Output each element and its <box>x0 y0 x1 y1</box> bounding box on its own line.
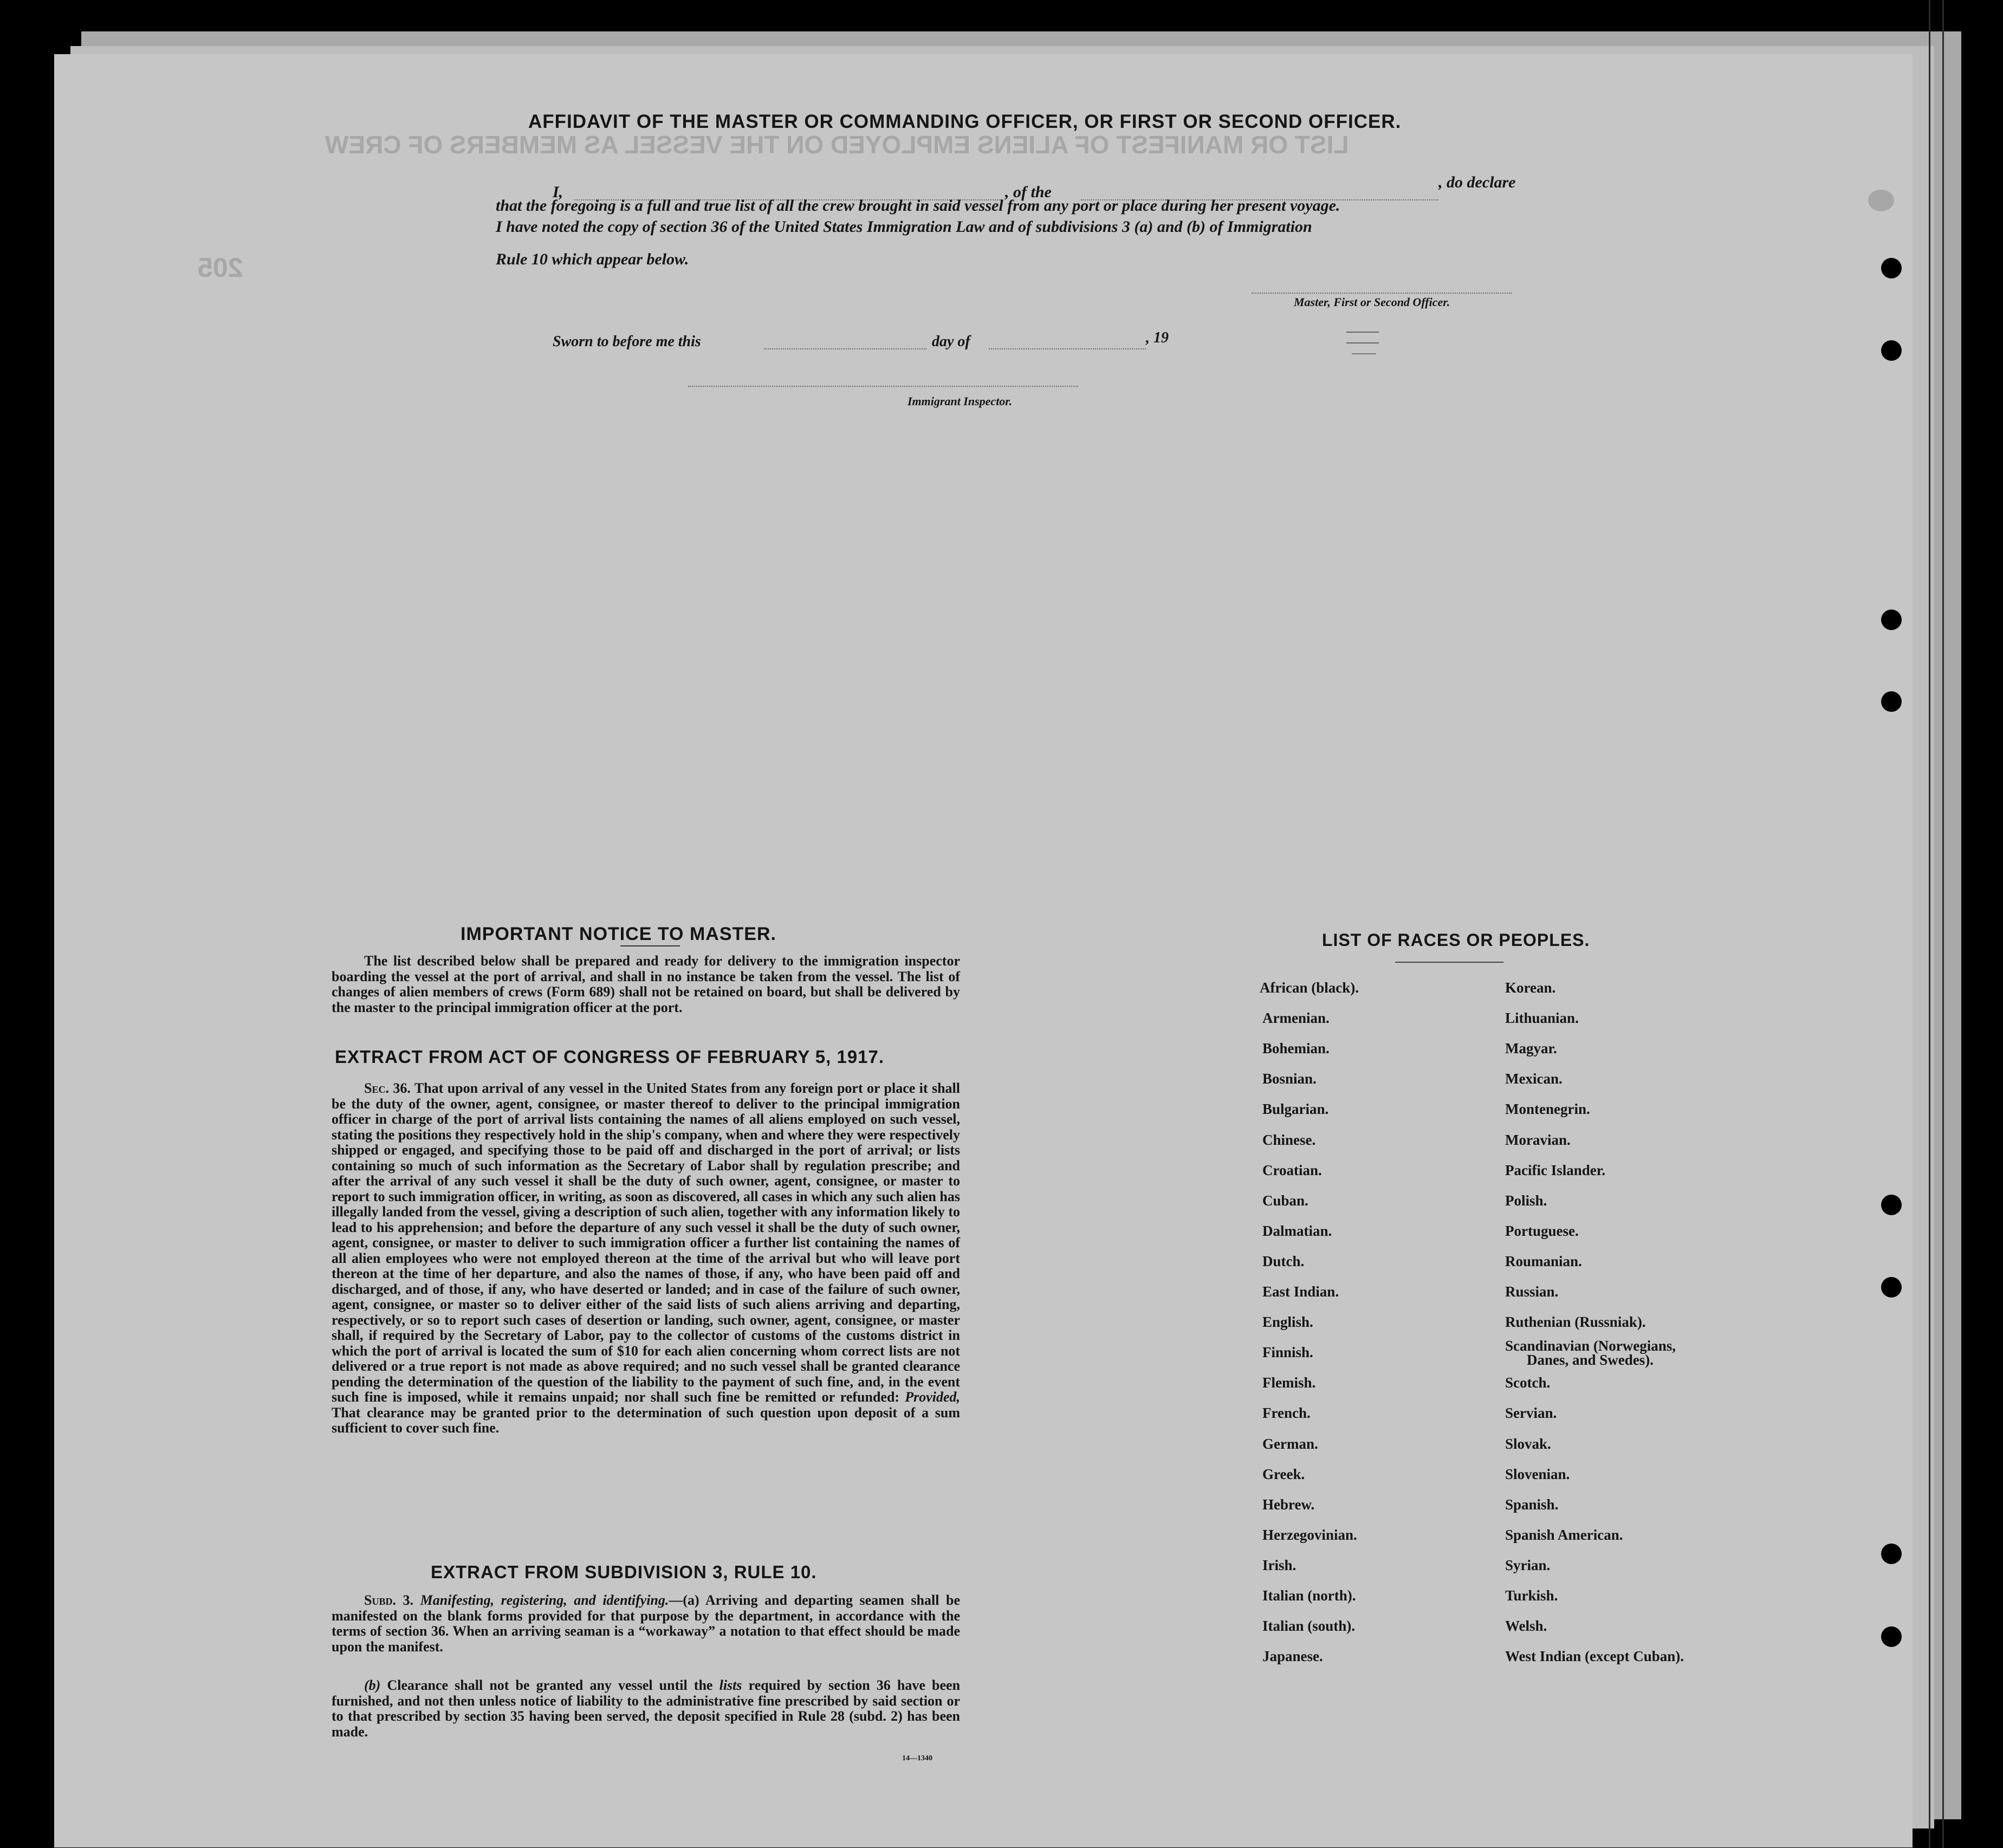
race-item: Dutch. <box>1262 1253 1305 1269</box>
declaration-do-declare: , do declare <box>1438 173 1516 191</box>
title-underline <box>620 945 680 946</box>
declaration-line-2: that the foregoing is a full and true list of all the crew brought in said vessel from any port or place during her present voyage. <box>496 197 1340 215</box>
para-a-open: —(a) <box>669 1592 699 1608</box>
page-number-mirrored: 205 <box>198 252 243 283</box>
section-label: Sec. 36. <box>364 1080 411 1096</box>
race-item: Bulgarian. <box>1262 1101 1329 1118</box>
races-title: LIST OF RACES OR PEOPLES. <box>1322 930 1590 950</box>
race-item: English. <box>1262 1314 1313 1331</box>
race-item: Turkish. <box>1505 1587 1558 1604</box>
seal-mark <box>1346 342 1379 343</box>
race-item: Moravian. <box>1505 1131 1571 1148</box>
race-item: Roumanian. <box>1505 1253 1582 1269</box>
master-signature-line <box>1252 293 1512 294</box>
race-item: Pacific Islander. <box>1505 1162 1605 1178</box>
punch-hole <box>1881 691 1902 712</box>
race-item: French. <box>1262 1405 1311 1422</box>
section-36-body <box>332 1081 960 1436</box>
race-item: Slovenian. <box>1505 1466 1570 1482</box>
subdivision-a <box>332 1593 960 1655</box>
notice-title: IMPORTANT NOTICE TO MASTER. <box>461 924 776 944</box>
race-item: Spanish American. <box>1505 1526 1623 1543</box>
section-36-end: That clearance may be granted prior to the determination of such question upon deposit of a sum sufficient to cover such fine. <box>332 1404 960 1436</box>
page-edge-line <box>1929 0 1930 1848</box>
bleed-through-text: LIST OR MANIFEST OF ALIENS EMPLOYED ON THE VESSEL AS MEMBERS OF CREW <box>325 131 1349 159</box>
para-b-start: Clearance shall not be granted any vessel until the <box>387 1677 713 1693</box>
race-item: Bosnian. <box>1262 1071 1317 1087</box>
stain-mark <box>1868 190 1894 211</box>
subdivision-b <box>332 1678 960 1740</box>
race-item: Portuguese. <box>1505 1222 1579 1239</box>
race-item: Greek. <box>1262 1466 1305 1482</box>
notice-body <box>332 954 960 1015</box>
race-item: Korean. <box>1505 980 1556 996</box>
punch-hole <box>1881 340 1902 361</box>
inspector-caption: Immigrant Inspector. <box>907 394 1013 408</box>
race-item: Finnish. <box>1262 1344 1313 1361</box>
inspector-signature-line <box>688 386 1078 387</box>
page-edge-line-2 <box>1942 0 1944 1848</box>
punch-hole <box>1881 609 1902 630</box>
subd-heading: Manifesting, registering, and identifying. <box>420 1592 669 1608</box>
punch-hole <box>1881 1277 1902 1298</box>
master-signature-caption: Master, First or Second Officer. <box>1294 295 1450 309</box>
para-b-text: required by section 36 have been furnished, and not then unless notice of liability to the administrative fine prescribed by said section or to that prescribed by section 35 having been served, the deposit specified in Rule 28 (subd. 2) has been made. <box>332 1677 961 1740</box>
race-item: East Indian. <box>1262 1283 1339 1300</box>
race-item: Russian. <box>1505 1283 1559 1300</box>
race-item: Slovak. <box>1505 1435 1551 1452</box>
race-item: Italian (south). <box>1262 1618 1356 1635</box>
declaration-of-the: , of the <box>1005 183 1052 201</box>
race-item: Lithuanian. <box>1505 1010 1579 1027</box>
race-item: Spanish. <box>1505 1496 1559 1513</box>
race-item: Italian (north). <box>1262 1587 1356 1604</box>
para-a-text: Arriving and departing seamen shall be manifested on the blank forms provided for that purpose by the department, in accordance with the terms of section 36. When an arriving seaman is a “workaway” a notation to that effect should be made upon the manifest. <box>332 1592 960 1655</box>
notice-text: The list described below shall be prepared and ready for delivery to the immigration inspector boarding the vessel at the port of arrival, and shall in no instance be taken from the vessel. The list of changes of alien members of crews (Form 689) shall not be retained on board, but shall be delivered by the master to the principal immigration officer at the port. <box>332 953 960 1015</box>
race-item: Syrian. <box>1505 1557 1551 1573</box>
race-item: German. <box>1262 1435 1318 1452</box>
race-item: Chinese. <box>1262 1131 1316 1148</box>
race-item: Hebrew. <box>1262 1496 1315 1513</box>
para-b-label: (b) <box>364 1677 381 1693</box>
races-title-underline <box>1395 962 1503 963</box>
race-item: Japanese. <box>1262 1648 1323 1665</box>
punch-hole <box>1881 258 1902 278</box>
race-item: Irish. <box>1262 1557 1297 1573</box>
month-blank-line <box>989 348 1146 349</box>
punch-hole <box>1881 1626 1902 1647</box>
affidavit-title: AFFIDAVIT OF THE MASTER OR COMMANDING OFFICER, OR FIRST OR SECOND OFFICER. <box>528 111 1402 132</box>
race-item: Montenegrin. <box>1505 1101 1590 1118</box>
declaration-i: I, <box>553 183 563 201</box>
race-item: Magyar. <box>1505 1040 1557 1057</box>
race-item: Welsh. <box>1505 1618 1547 1635</box>
section-36-text: That upon arrival of any vessel in the United States from any foreign port or place it shall be the duty of the owner, agent, consignee, or master thereof to deliver to the principal immigration officer in charge of the port of arrival lists containing the names of all aliens employed on such vessel, stating the positions they respectively hold in the ship's company, when and where they were respectively shipped or engaged, and specifying those to be paid off and discharged in the port of arrival; or lists containing so much of such information as the Secretary of Labor shall by regulation prescribe; and after the arrival of any such vessel it shall be the duty of such owner, agent, consignee, or master to report to such immigration officer, in writing, as soon as discovered, all cases in which any such alien has illegally landed from the vessel, giving a description of such alien, together with any information likely to lead to his apprehension; and before the departure of any such vessel it shall be the duty of such owner, agent, consignee, or master to deliver to such immigration officer a further list containing the names of all alien employees who were not employed thereon at the time of the arrival but who will leave port thereon at the time of her departure, and also the names of those, if any, who have been paid off and discharged, and of those, if any, who have deserted or landed; and in case of the failure of such owner, agent, consignee, or master so to deliver either of the said lists of such aliens arriving and departing, respectively, or so to report such cases of desertion or landing, such owner, agent, consignee, or master shall, if required by the Secretary of Labor, pay to the collector of customs of the customs district in which the port of arrival is located the sum of $10 for each alien concerning whom correct lists are not delivered or a true report is not made as above required; and no such vessel shall be granted clearance pending the determination of the question of the liability to the payment of such fine, and, in the event such fine is imposed, while it remains unpaid; nor shall such fine be remitted or refunded: <box>332 1080 961 1405</box>
provided-word: Provided, <box>905 1389 960 1405</box>
day-of-text: day of <box>932 333 970 350</box>
form-number: 14—1340 <box>902 1754 932 1762</box>
race-item: Scotch. <box>1505 1374 1551 1391</box>
declaration-line-4: Rule 10 which appear below. <box>496 250 689 268</box>
race-item: Cuban. <box>1262 1192 1308 1209</box>
race-item: Servian. <box>1505 1405 1557 1422</box>
race-item: Mexican. <box>1505 1071 1563 1087</box>
sworn-day-blank <box>764 348 926 349</box>
sworn-text: Sworn to before me this <box>553 333 701 350</box>
race-item: Scandinavian (Norwegians, <box>1505 1338 1676 1354</box>
seal-mark <box>1346 332 1379 333</box>
para-b-lists: lists <box>719 1677 742 1693</box>
punch-hole <box>1881 1544 1902 1564</box>
extract-act-title: EXTRACT FROM ACT OF CONGRESS OF FEBRUARY 5, 1917. <box>335 1047 885 1067</box>
race-item: Polish. <box>1505 1192 1547 1209</box>
race-item-continued: Danes, and Swedes). <box>1527 1352 1654 1369</box>
punch-hole <box>1881 1195 1902 1215</box>
document-page <box>54 54 1913 1847</box>
race-item: Armenian. <box>1262 1010 1330 1027</box>
race-item: Croatian. <box>1262 1162 1322 1178</box>
race-item: Herzegovinian. <box>1262 1526 1357 1543</box>
subd-label: Subd. 3. <box>364 1592 414 1608</box>
extract-rule-title: EXTRACT FROM SUBDIVISION 3, RULE 10. <box>431 1562 817 1582</box>
race-item: Ruthenian (Russniak). <box>1505 1314 1646 1331</box>
race-item: Flemish. <box>1262 1374 1316 1391</box>
seal-mark <box>1352 353 1376 354</box>
year-prefix: , 19 <box>1146 329 1169 346</box>
race-item: African (black). <box>1260 980 1359 996</box>
race-item: Bohemian. <box>1262 1040 1330 1057</box>
declaration-line-3: I have noted the copy of section 36 of the United States Immigration Law and of subdivisions 3 (a) and (b) of Immigration <box>496 218 1312 236</box>
race-item: West Indian (except Cuban). <box>1505 1648 1684 1665</box>
race-item: Dalmatian. <box>1262 1222 1332 1239</box>
